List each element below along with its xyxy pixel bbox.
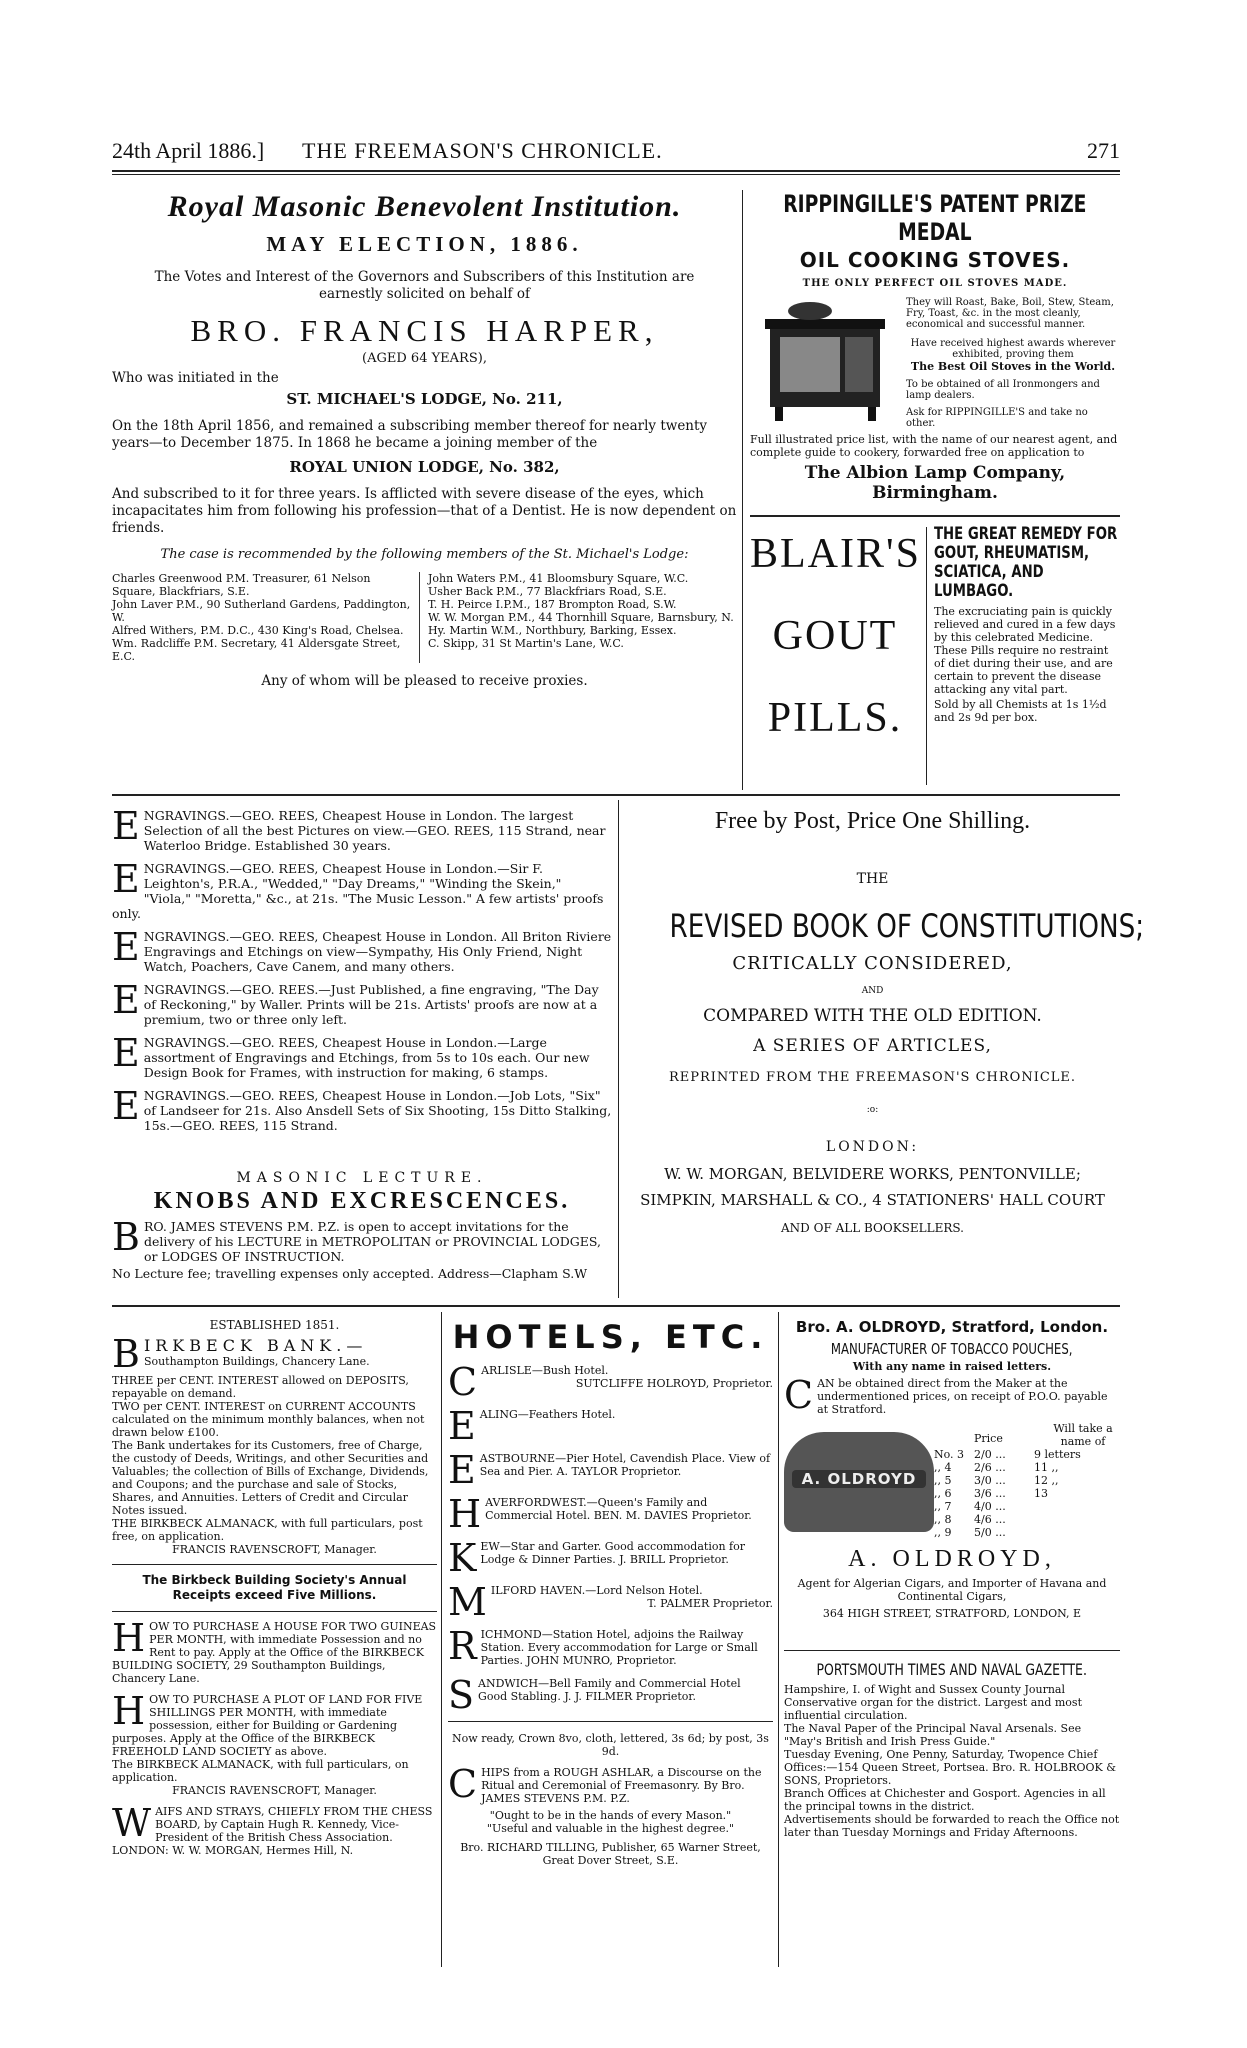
birkbeck-title: IRKBECK BANK.— — [143, 1336, 368, 1355]
blair-body: The excruciating pain is quickly relieved and cured in a few days by this celebrated Medicine. These Pills require no restraint of diet during their use, and are certain to prevent the disease attacking any vital part. — [934, 605, 1116, 696]
rmbi-notice — [112, 190, 737, 790]
hotel-prop: SUTCLIFFE HOLROYD, Proprietor. — [575, 1377, 773, 1390]
hotel-item — [448, 1536, 773, 1580]
engraving-ad — [112, 1084, 612, 1133]
engraving-text: NGRAVINGS.—GEO. REES, Cheapest House in London.—Large assortment of Engravings and Etchings, from 5s to 10s each. Our new Design Book for Frames, with instruction for making, 6 stamps. — [143, 1035, 590, 1080]
blair-divider — [926, 527, 927, 785]
oldroyd-title: Bro. A. OLDROYD, Stratford, London. — [795, 1318, 1109, 1336]
hotel-item — [448, 1624, 773, 1668]
oldroyd-price-head: Price — [974, 1432, 1003, 1445]
rmbi-para2: And subscribed to it for three years. Is afflicted with severe disease of the eyes, which incapacitates him from following his profession—that of a Dentist. He is now dependent on friends. — [112, 486, 737, 536]
price-row: ,, 9 5/0 ... — [934, 1526, 1006, 1539]
rmbi-members-right: John Waters P.M., 41 Bloomsbury Square, W.C. Usher Back P.M., 77 Blackfriars Road, S.E. T. H. Peirce I.P.M., 187 Brompton Road, S.W. W. W. Morgan P.M., 44 Thornhill Square, Barnsbury, N. Hy. Martin W.M., Northbury, Barking, Essex. C. Skipp, 31 St Martin's Lane, W.C. — [428, 572, 734, 650]
oldroyd-agent: Agent for Algerian Cigars, and Importer of Havana and Continental Cigars, — [797, 1577, 1107, 1603]
hotels-chips: HIPS from a ROUGH ASHLAR, a Discourse on the Ritual and Ceremonial of Freemasonry. By Bro. JAMES STEVENS P.M. P.Z. — [481, 1766, 762, 1805]
ripp-t5: Ask for RIPPINGILLE'S and take no other. — [906, 407, 1088, 429]
birkbeck-sig2: FRANCIS RAVENSCROFT, Manager. — [172, 1784, 377, 1797]
const-critically: CRITICALLY CONSIDERED, — [732, 953, 1013, 974]
vertical-rule-top — [742, 190, 743, 790]
portsmouth-p3: Tuesday Evening, One Penny, Saturday, Twopence Chief Offices:—154 Queen Street, Portsea. Bro. R. HOLBROOK & SONS, Proprietors. — [784, 1748, 1117, 1787]
birkbeck-rule-2 — [112, 1611, 437, 1612]
blairs-pills-ad — [750, 525, 1120, 790]
hotel-text: ILFORD HAVEN.—Lord Nelson Hotel. — [490, 1584, 703, 1597]
const-sep: :o: — [866, 1105, 879, 1115]
birkbeck-est: ESTABLISHED 1851. — [209, 1318, 340, 1332]
birkbeck-p3: The Bank undertakes for its Customers, free of Charge, the custody of Deeds, Writings, and other Securities and Valuables; the collection of Bills of Exchange, Dividends, and Coupons; and the purchase and sale of Stocks, Shares, and Annuities. Letters of Credit and Circular Notes issued. — [112, 1439, 429, 1517]
knobs-title: KNOBS AND EXCRESCENCES. — [153, 1188, 571, 1214]
const-the: THE — [856, 871, 889, 887]
price-table — [934, 1448, 1120, 1539]
engravings-column — [112, 804, 612, 1168]
birkbeck-plot: OW TO PURCHASE A PLOT OF LAND FOR FIVE SHILLINGS PER MONTH, with immediate possession, either for Building or Gardening purposes. Apply at the Office of the BIRKBECK FREEHOLD LAND SOCIETY as above. — [112, 1693, 423, 1758]
engraving-dropcap: E — [112, 978, 140, 1022]
running-header — [112, 138, 1120, 168]
oldroyd-with: With any name in raised letters. — [852, 1360, 1052, 1373]
ripp-company: The Albion Lamp Company, Birmingham. — [804, 463, 1066, 503]
const-and: AND — [861, 986, 884, 996]
vertical-rule-mid — [618, 800, 619, 1298]
hotels-ready: Now ready, Crown 8vo, cloth, lettered, 3s 6d; by post, 3s 9d. — [452, 1732, 769, 1758]
hotel-text: ASTBOURNE—Pier Hotel, Cavendish Place. View of Sea and Pier. A. TAYLOR Proprietor. — [479, 1452, 771, 1478]
hotels-quote1: "Ought to be in the hands of every Mason." — [489, 1809, 732, 1822]
engraving-text: NGRAVINGS.—GEO. REES, Cheapest House in London. The largest Selection of all the best Pictures on view.—GEO. REES, 115 Strand, near Waterloo Bridge. Established 30 years. — [143, 808, 606, 853]
rmbi-title: Royal Masonic Benevolent Institution. — [167, 190, 682, 223]
price-row: ,, 7 4/0 ... — [934, 1500, 1006, 1513]
hotels-title: HOTELS, ETC. — [452, 1318, 769, 1356]
ripp-t6: Full illustrated price list, with the name of our nearest agent, and complete guide to cookery, forwarded free on application to — [750, 433, 1118, 459]
ripp-t2: Have received highest awards wherever exhibited, proving them — [910, 338, 1116, 360]
oldroyd-dropcap: C — [784, 1373, 814, 1417]
ripp-subtitle: OIL COOKING STOVES. — [799, 248, 1071, 272]
const-compared: COMPARED WITH THE OLD EDITION. — [703, 1006, 1042, 1026]
hotel-dropcap: E — [448, 1404, 476, 1448]
engraving-text: NGRAVINGS.—GEO. REES.—Just Published, a fine engraving, "The Day of Reckoning," by Waller. Prints will be 21s. Artists' proofs are now at a premium, two or three only left. — [143, 982, 599, 1027]
tobacco-pouch-image — [784, 1432, 934, 1532]
birkbeck-column — [112, 1318, 437, 1978]
birkbeck-waifs: AIFS AND STRAYS, CHIEFLY FROM THE CHESS BOARD, by Captain Hugh R. Kennedy, Vice-President of the British Chess Association. — [155, 1805, 433, 1844]
hotels-pub: Bro. RICHARD TILLING, Publisher, 65 Warner Street, Great Dover Street, S.E. — [460, 1841, 761, 1867]
price-row: ,, 5 3/0 ... 12 ,, — [934, 1474, 1059, 1487]
rmbi-candidate: BRO. FRANCIS HARPER, — [190, 313, 659, 348]
vertical-rule-b1 — [441, 1312, 442, 1967]
price-row: ,, 4 2/6 ... 11 ,, — [934, 1461, 1059, 1474]
portsmouth-p5: Advertisements should be forwarded to reach the Office not later than Tuesday Mornings and Friday Afternoons. — [784, 1813, 1120, 1839]
rmbi-recommend: The case is recommended by the following members of the St. Michael's Lodge: — [160, 547, 689, 562]
chips-dropcap: C — [448, 1762, 478, 1806]
birkbeck-addr: Southampton Buildings, Chancery Lane. — [143, 1355, 370, 1368]
hotel-dropcap: H — [448, 1492, 482, 1536]
birkbeck-p1: THREE per CENT. INTEREST allowed on DEPOSITS, repayable on demand. — [112, 1374, 409, 1400]
oldroyd-addr: 364 HIGH STREET, STRATFORD, LONDON, E — [822, 1607, 1082, 1620]
hotel-text: ANDWICH—Bell Family and Commercial Hotel Good Stabling. J. J. FILMER Proprietor. — [478, 1677, 741, 1703]
rmbi-lodge2: ROYAL UNION LODGE, No. 382, — [289, 458, 560, 476]
const-free: Free by Post, Price One Shilling. — [714, 808, 1031, 834]
plot-dropcap: H — [112, 1689, 146, 1733]
hotel-dropcap: R — [448, 1624, 477, 1668]
blair-price: Sold by all Chemists at 1s 1½d and 2s 9d per box. — [934, 698, 1107, 724]
blair-l1: BLAIR'S — [750, 531, 921, 577]
hotel-item — [448, 1492, 773, 1536]
hotel-text: ALING—Feathers Hotel. — [479, 1408, 616, 1421]
rmbi-lodge1: ST. MICHAEL'S LODGE, No. 211, — [286, 390, 563, 408]
header-title: THE FREEMASON'S CHRONICLE. — [302, 138, 663, 163]
rmbi-members-left: Charles Greenwood P.M. Treasurer, 61 Nelson Square, Blackfriars, S.E. John Laver P.M., 90 Sutherland Gardens, Paddington, W. Alfred Withers, P.M. D.C., 430 King's Road, Chelsea. Wm. Radcliffe P.M. Secretary, 41 Aldersgate Street, E.C. — [112, 572, 420, 663]
hotel-item — [448, 1360, 773, 1404]
price-row: ,, 8 4/6 ... — [934, 1513, 1006, 1526]
oil-stove-illustration — [750, 297, 900, 427]
const-title: REVISED BOOK OF CONSTITUTIONS; — [669, 907, 1145, 945]
ripp-t1: They will Roast, Bake, Boil, Stew, Steam, Fry, Toast, &c. in the most cleanly, economical and successful manner. — [906, 297, 1114, 330]
hotel-item — [448, 1673, 773, 1717]
ripp-tagline: THE ONLY PERFECT OIL STOVES MADE. — [802, 278, 1068, 289]
engraving-text: NGRAVINGS.—GEO. REES, Cheapest House in London.—Sir F. Leighton's, P.R.A., "Wedded," "Day Dreams," "Winding the Skein," "Viola," "Moretta," &c., at 21s. "The Music Lesson." A few artists' proofs only. — [112, 861, 604, 921]
rippingille-ad — [750, 190, 1120, 510]
hotel-text: ICHMOND—Station Hotel, adjoins the Railway Station. Every accommodation for Large or Small Parties. JOHN MUNRO, Proprietor. — [480, 1628, 758, 1667]
header-rule — [112, 170, 1120, 172]
birkbeck-p4: THE BIRKBECK ALMANACK, with full particulars, post free, on application. — [112, 1517, 423, 1543]
birkbeck-waifs-pub: LONDON: W. W. MORGAN, Hermes Hill, N. — [112, 1844, 354, 1857]
const-pub1: W. W. MORGAN, BELVIDERE WORKS, PENTONVILLE; — [664, 1165, 1081, 1183]
knobs-dropcap: B — [112, 1215, 140, 1259]
engraving-dropcap: E — [112, 925, 140, 969]
rmbi-election: MAY ELECTION, 1886. — [266, 232, 583, 256]
engraving-text: NGRAVINGS.—GEO. REES, Cheapest House in London. All Briton Riviere Engravings and Etchings on view—Sympathy, His Only Friend, Night Watch, Poachers, Cave Canem, and many others. — [143, 929, 612, 974]
hotel-dropcap: E — [448, 1448, 476, 1492]
section-rule-2 — [112, 1305, 1120, 1307]
hotel-text: AVERFORDWEST.—Queen's Family and Commercial Hotel. BEN. M. DAVIES Proprietor. — [485, 1496, 752, 1522]
birkbeck-p5: The BIRKBECK ALMANACK, with full particulars, on application. — [112, 1758, 409, 1784]
price-row: ,, 6 3/6 ... 13 — [934, 1487, 1048, 1500]
const-london: LONDON: — [825, 1139, 920, 1155]
rmbi-age: (AGED 64 YEARS), — [362, 351, 487, 366]
ripp-rule — [750, 515, 1120, 517]
engraving-dropcap: E — [112, 1084, 140, 1128]
header-rule-2 — [112, 174, 1120, 175]
ripp-t3: The Best Oil Stoves in the World. — [910, 360, 1116, 373]
engraving-ad — [112, 804, 612, 853]
rmbi-para1: On the 18th April 1856, and remained a subscribing member thereof for nearly twenty years—to December 1875. In 1868 he became a joining member of the — [112, 418, 708, 451]
oldroyd-rule — [784, 1650, 1120, 1651]
rmbi-intro: The Votes and Interest of the Governors and Subscribers of this Institution are earnestly solicited on behalf of — [154, 269, 695, 302]
oldroyd-big: A. OLDROYD, — [848, 1546, 1056, 1572]
knobs-text: RO. JAMES STEVENS P.M. P.Z. is open to accept invitations for the delivery of his LECTURE in METROPOLITAN or PROVINCIAL LODGES, or LODGES OF INSTRUCTION. — [143, 1219, 601, 1264]
engraving-ad — [112, 1031, 612, 1080]
hotel-prop: T. PALMER Proprietor. — [647, 1597, 773, 1610]
rmbi-initiated: Who was initiated in the — [112, 370, 279, 386]
knobs-note: No Lecture fee; travelling expenses only accepted. Address—Clapham S.W — [112, 1266, 588, 1281]
const-pub3: AND OF ALL BOOKSELLERS. — [781, 1221, 964, 1235]
birkbeck-house: OW TO PURCHASE A HOUSE FOR TWO GUINEAS PER MONTH, with immediate Possession and no Rent to pay. Apply at the Office of the BIRKBECK BUILDING SOCIETY, 29 Southampton Buildings, Chancery Lane. — [112, 1620, 437, 1685]
hotel-text: ARLISLE—Bush Hotel. — [481, 1364, 609, 1377]
pouch-label: A. OLDROYD — [792, 1470, 926, 1488]
oldroyd-take: Will take a name of — [1053, 1422, 1113, 1448]
engraving-dropcap: E — [112, 1031, 140, 1075]
constitutions-ad — [625, 808, 1145, 1298]
hotel-dropcap: M — [448, 1580, 487, 1624]
price-row: No. 3 2/0 ... 9 letters — [934, 1448, 1081, 1461]
portsmouth-ad — [784, 1660, 1120, 1970]
vertical-rule-b2 — [778, 1312, 779, 1967]
knobs-ad — [112, 1170, 612, 1300]
hotel-dropcap: C — [448, 1360, 478, 1404]
engraving-dropcap: E — [112, 804, 140, 848]
birkbeck-p2: TWO per CENT. INTEREST on CURRENT ACCOUNTS calculated on the minimum monthly balances, when not drawn below £100. — [112, 1400, 425, 1439]
engraving-text: NGRAVINGS.—GEO. REES, Cheapest House in London.—Job Lots, "Six" of Landseer for 21s. Also Ansdell Sets of Six Shooting, 15s Ditto Stalking, 15s.—GEO. REES, 115 Strand. — [143, 1088, 612, 1133]
hotel-item — [448, 1404, 773, 1448]
knobs-kicker: MASONIC LECTURE. — [236, 1170, 488, 1186]
const-reprinted: REPRINTED FROM THE FREEMASON'S CHRONICLE. — [668, 1070, 1077, 1085]
hotels-rule — [448, 1721, 773, 1722]
waifs-dropcap: W — [112, 1801, 152, 1845]
ripp-t4: To be obtained of all Ironmongers and lamp dealers. — [906, 379, 1100, 401]
rmbi-proxies: Any of whom will be pleased to receive proxies. — [261, 673, 588, 689]
hotel-list — [448, 1360, 773, 1717]
section-rule-1 — [112, 794, 1120, 796]
hotels-quote2: "Useful and valuable in the highest degree." — [486, 1822, 735, 1835]
blair-l3: PILLS. — [767, 695, 903, 741]
oldroyd-ad — [784, 1318, 1120, 1648]
page-number: 271 — [1087, 138, 1120, 163]
engraving-ad — [112, 925, 612, 974]
birkbeck-rule — [112, 1564, 437, 1565]
portsmouth-p1: Hampshire, I. of Wight and Sussex County Journal Conservative organ for the district. Largest and most influential circulation. — [784, 1683, 1082, 1722]
birkbeck-annual: The Birkbeck Building Society's Annual Receipts exceed Five Millions. — [142, 1573, 407, 1602]
hotel-text: EW—Star and Garter. Good accommodation for Lodge & Dinner Parties. J. BRILL Proprietor. — [480, 1540, 746, 1566]
portsmouth-title: PORTSMOUTH TIMES AND NAVAL GAZETTE. — [816, 1660, 1087, 1679]
engraving-ad — [112, 857, 612, 921]
const-series: A SERIES OF ARTICLES, — [753, 1036, 992, 1056]
engraving-ad — [112, 978, 612, 1027]
engraving-dropcap: E — [112, 857, 140, 901]
hotel-item — [448, 1580, 773, 1624]
portsmouth-p4: Branch Offices at Chichester and Gosport. Agencies in all the principal towns in the district. — [784, 1787, 1106, 1813]
blair-head: THE GREAT REMEDY FOR GOUT, RHEUMATISM, SCIATICA, AND LUMBAGO. — [934, 524, 1118, 601]
oldroyd-text: AN be obtained direct from the Maker at the undermentioned prices, on receipt of P.O.O. payable at Stratford. — [817, 1377, 1108, 1416]
birkbeck-sig: FRANCIS RAVENSCROFT, Manager. — [172, 1543, 377, 1556]
house-dropcap: H — [112, 1616, 146, 1660]
hotel-dropcap: S — [448, 1673, 475, 1717]
oldroyd-manu: MANUFACTURER OF TOBACCO POUCHES, — [830, 1340, 1073, 1358]
portsmouth-p2: The Naval Paper of the Principal Naval Arsenals. See "May's British and Irish Press Guide." — [784, 1722, 1082, 1748]
hotel-item — [448, 1448, 773, 1492]
ripp-title: RIPPINGILLE'S PATENT PRIZE MEDAL — [783, 190, 1087, 246]
hotel-dropcap: K — [448, 1536, 477, 1580]
hotels-column — [448, 1318, 773, 1978]
birkbeck-dropcap: B — [112, 1332, 140, 1376]
const-pub2: SIMPKIN, MARSHALL & CO., 4 STATIONERS' HALL COURT — [640, 1191, 1105, 1209]
blair-l2: GOUT — [772, 613, 898, 659]
header-date: 24th April 1886.] — [112, 138, 265, 163]
